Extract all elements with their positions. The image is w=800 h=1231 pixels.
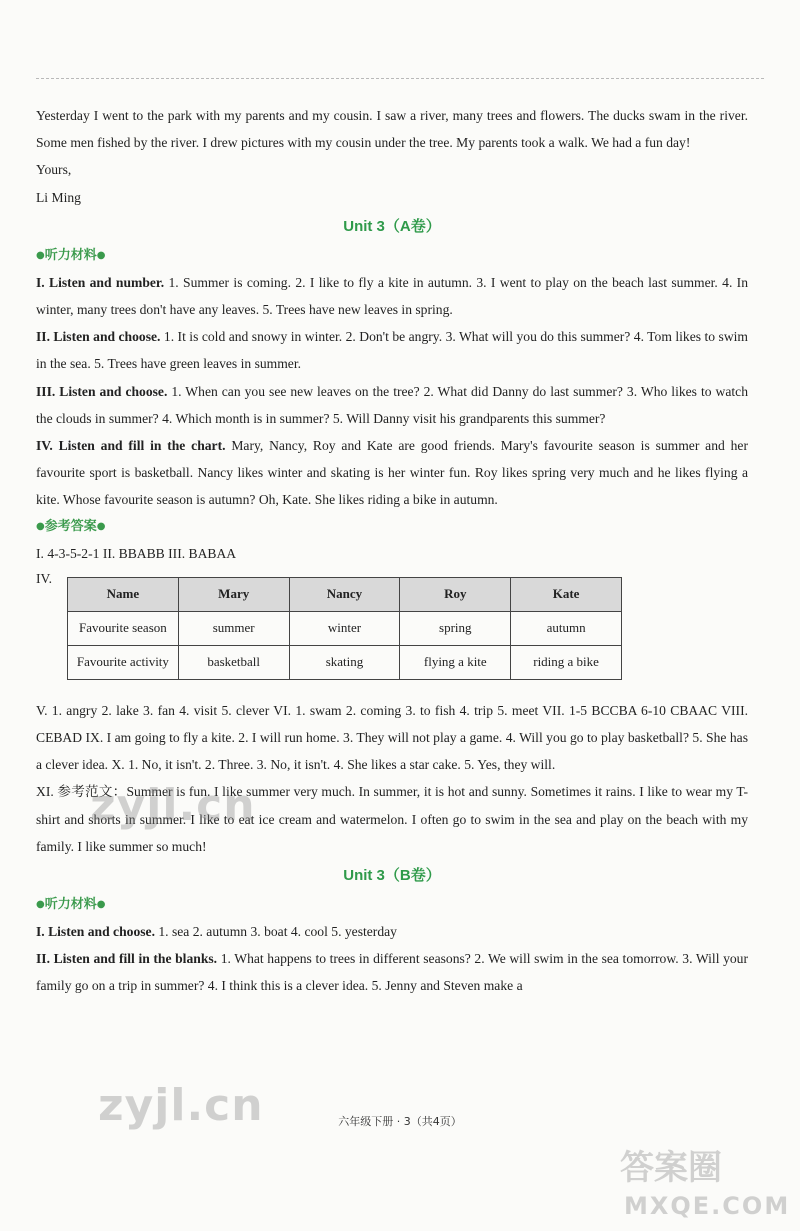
answers-line-3: XI. 参考范文：Summer is fun. I like summer very much. In summer, it is hot and sunny. Sometimes it rains. I like to wear my T-shirt and shorts in summer. I like to eat ice cream and watermelon. I often go to swim in the sea and play on the beach with my family. I like summer so much! [36,784,748,854]
unit3a-listening-label: ●听力材料● [36,247,106,263]
answer-chart-label: IV. [36,570,52,586]
q1-text: 1. Summer is coming. 2. I like to fly a kite in autumn. 3. I went to play on the beach last summer. 4. In winter, many trees don't have any leaves. 5. Trees have new leaves in spring. [36,274,749,318]
bullet-icon: ● [36,249,45,261]
q1-heading: I. Listen and choose. [36,924,155,940]
q4-text: Mary, Nancy, Roy and Kate are good friends. Mary's favourite season is summer and her favourite sport is basketball. Nancy likes winter and skating is her winter fun. Roy likes spring very much and he likes flying a kite. Whose favourite season is autumn? Oh, Kate. She likes riding a bike in autumn. [36,438,748,508]
table-cell: Favourite activity [68,645,179,679]
watermark: zyjl.cn [90,780,256,831]
unit3a-q3 [36,378,748,432]
answers-line-2: V. 1. angry 2. lake 3. fan 4. visit 5. clever VI. 1. swam 2. coming 3. to fish 4. trip 5. meet VII. 1-5 BCCBA 6-10 CBAAC VIII. CEBAD IX. I am going to fly a kite. 2. I will run home. 3. They will not play a game. 4. Will you go to play basketball? 5. She has a clever idea. X. 1. No, it isn't. 2. Three. 3. No, it isn't. 4. She likes a star cake. 5. Yes, they will. [36,702,748,773]
header-divider [36,78,764,79]
table-cell: summer [178,611,289,645]
page-content [36,102,748,1000]
unit3b-q1 [36,918,748,945]
bullet-icon: ● [96,899,106,911]
q2-heading: II. Listen and fill in the blanks. [36,951,218,967]
answer-chart [36,571,748,691]
letter-closing: Yours, [36,162,72,178]
letter-body: Yesterday I went to the park with my parents and my cousin. I saw a river, many trees and flowers. The ducks swam in the river. Some men fished by the river. I drew pictures with my cousin under the tree. My parents took a walk. We had a fun day! [36,108,748,151]
bullet-icon: ● [36,520,45,532]
unit3b-title: Unit 3（B卷） [343,867,441,885]
unit3a-answers-label: ●参考答案● [36,518,106,534]
table-row [68,611,622,645]
bullet-icon: ● [36,899,45,911]
watermark: zyjl.cn [98,1080,264,1131]
table-cell: flying a kite [400,645,511,679]
table-header: Roy [400,577,511,611]
answer-table [67,577,622,680]
unit3b-listening-label: ●听力材料● [36,897,106,913]
table-row [68,645,622,679]
q2-text: 1. It is cold and snowy in winter. 2. Don't be angry. 3. What will you do this summer? 4. Tom likes to swim in the sea. 5. Trees have green leaves in summer. [36,329,748,372]
table-cell: skating [289,645,400,679]
q1-heading: I. Listen and number. [36,274,165,290]
table-header-row [68,577,622,611]
unit3a-q1 [36,269,748,323]
bullet-icon: ● [96,520,106,532]
table-cell: spring [400,611,511,645]
q2-text: 1. What happens to trees in different seasons? 2. We will swim in the sea tomorrow. 3. Will your family go on a trip in summer? 4. I think this is a clever idea. 5. Jenny and Steven make a [36,951,748,994]
q4-heading: IV. Listen and fill in the chart. [36,438,226,454]
unit3b-q2 [36,945,748,999]
answers-line-1: I. 4-3-5-2-1 II. BBABB III. BABAA [36,545,237,561]
table-header: Name [68,577,179,611]
table-cell: winter [289,611,400,645]
table-header: Kate [511,577,622,611]
table-cell: riding a bike [511,645,622,679]
watermark: 答案圈 [620,1148,722,1188]
unit3a-q2 [36,323,748,377]
q3-text: 1. When can you see new leaves on the tree? 2. What did Danny do last summer? 3. Who likes to watch the clouds in summer? 4. Which month is in summer? 5. Will Danny visit his grandparents this summer? [36,383,748,426]
unit3a-q4 [36,432,748,514]
letter-signature: Li Ming [36,189,81,205]
page-footer: 六年级下册 · 3（共4页） [338,1115,462,1128]
unit3a-title: Unit 3（A卷） [343,217,441,235]
q2-heading: II. Listen and choose. [36,329,161,345]
table-cell: Favourite season [68,611,179,645]
watermark: MXQE.COM [624,1192,791,1220]
table-header: Nancy [289,577,400,611]
table-header: Mary [178,577,289,611]
table-cell: basketball [178,645,289,679]
q3-heading: III. Listen and choose. [36,383,168,399]
bullet-icon: ● [96,249,106,261]
q1-text: 1. sea 2. autumn 3. boat 4. cool 5. yesterday [154,924,397,940]
table-cell: autumn [511,611,622,645]
